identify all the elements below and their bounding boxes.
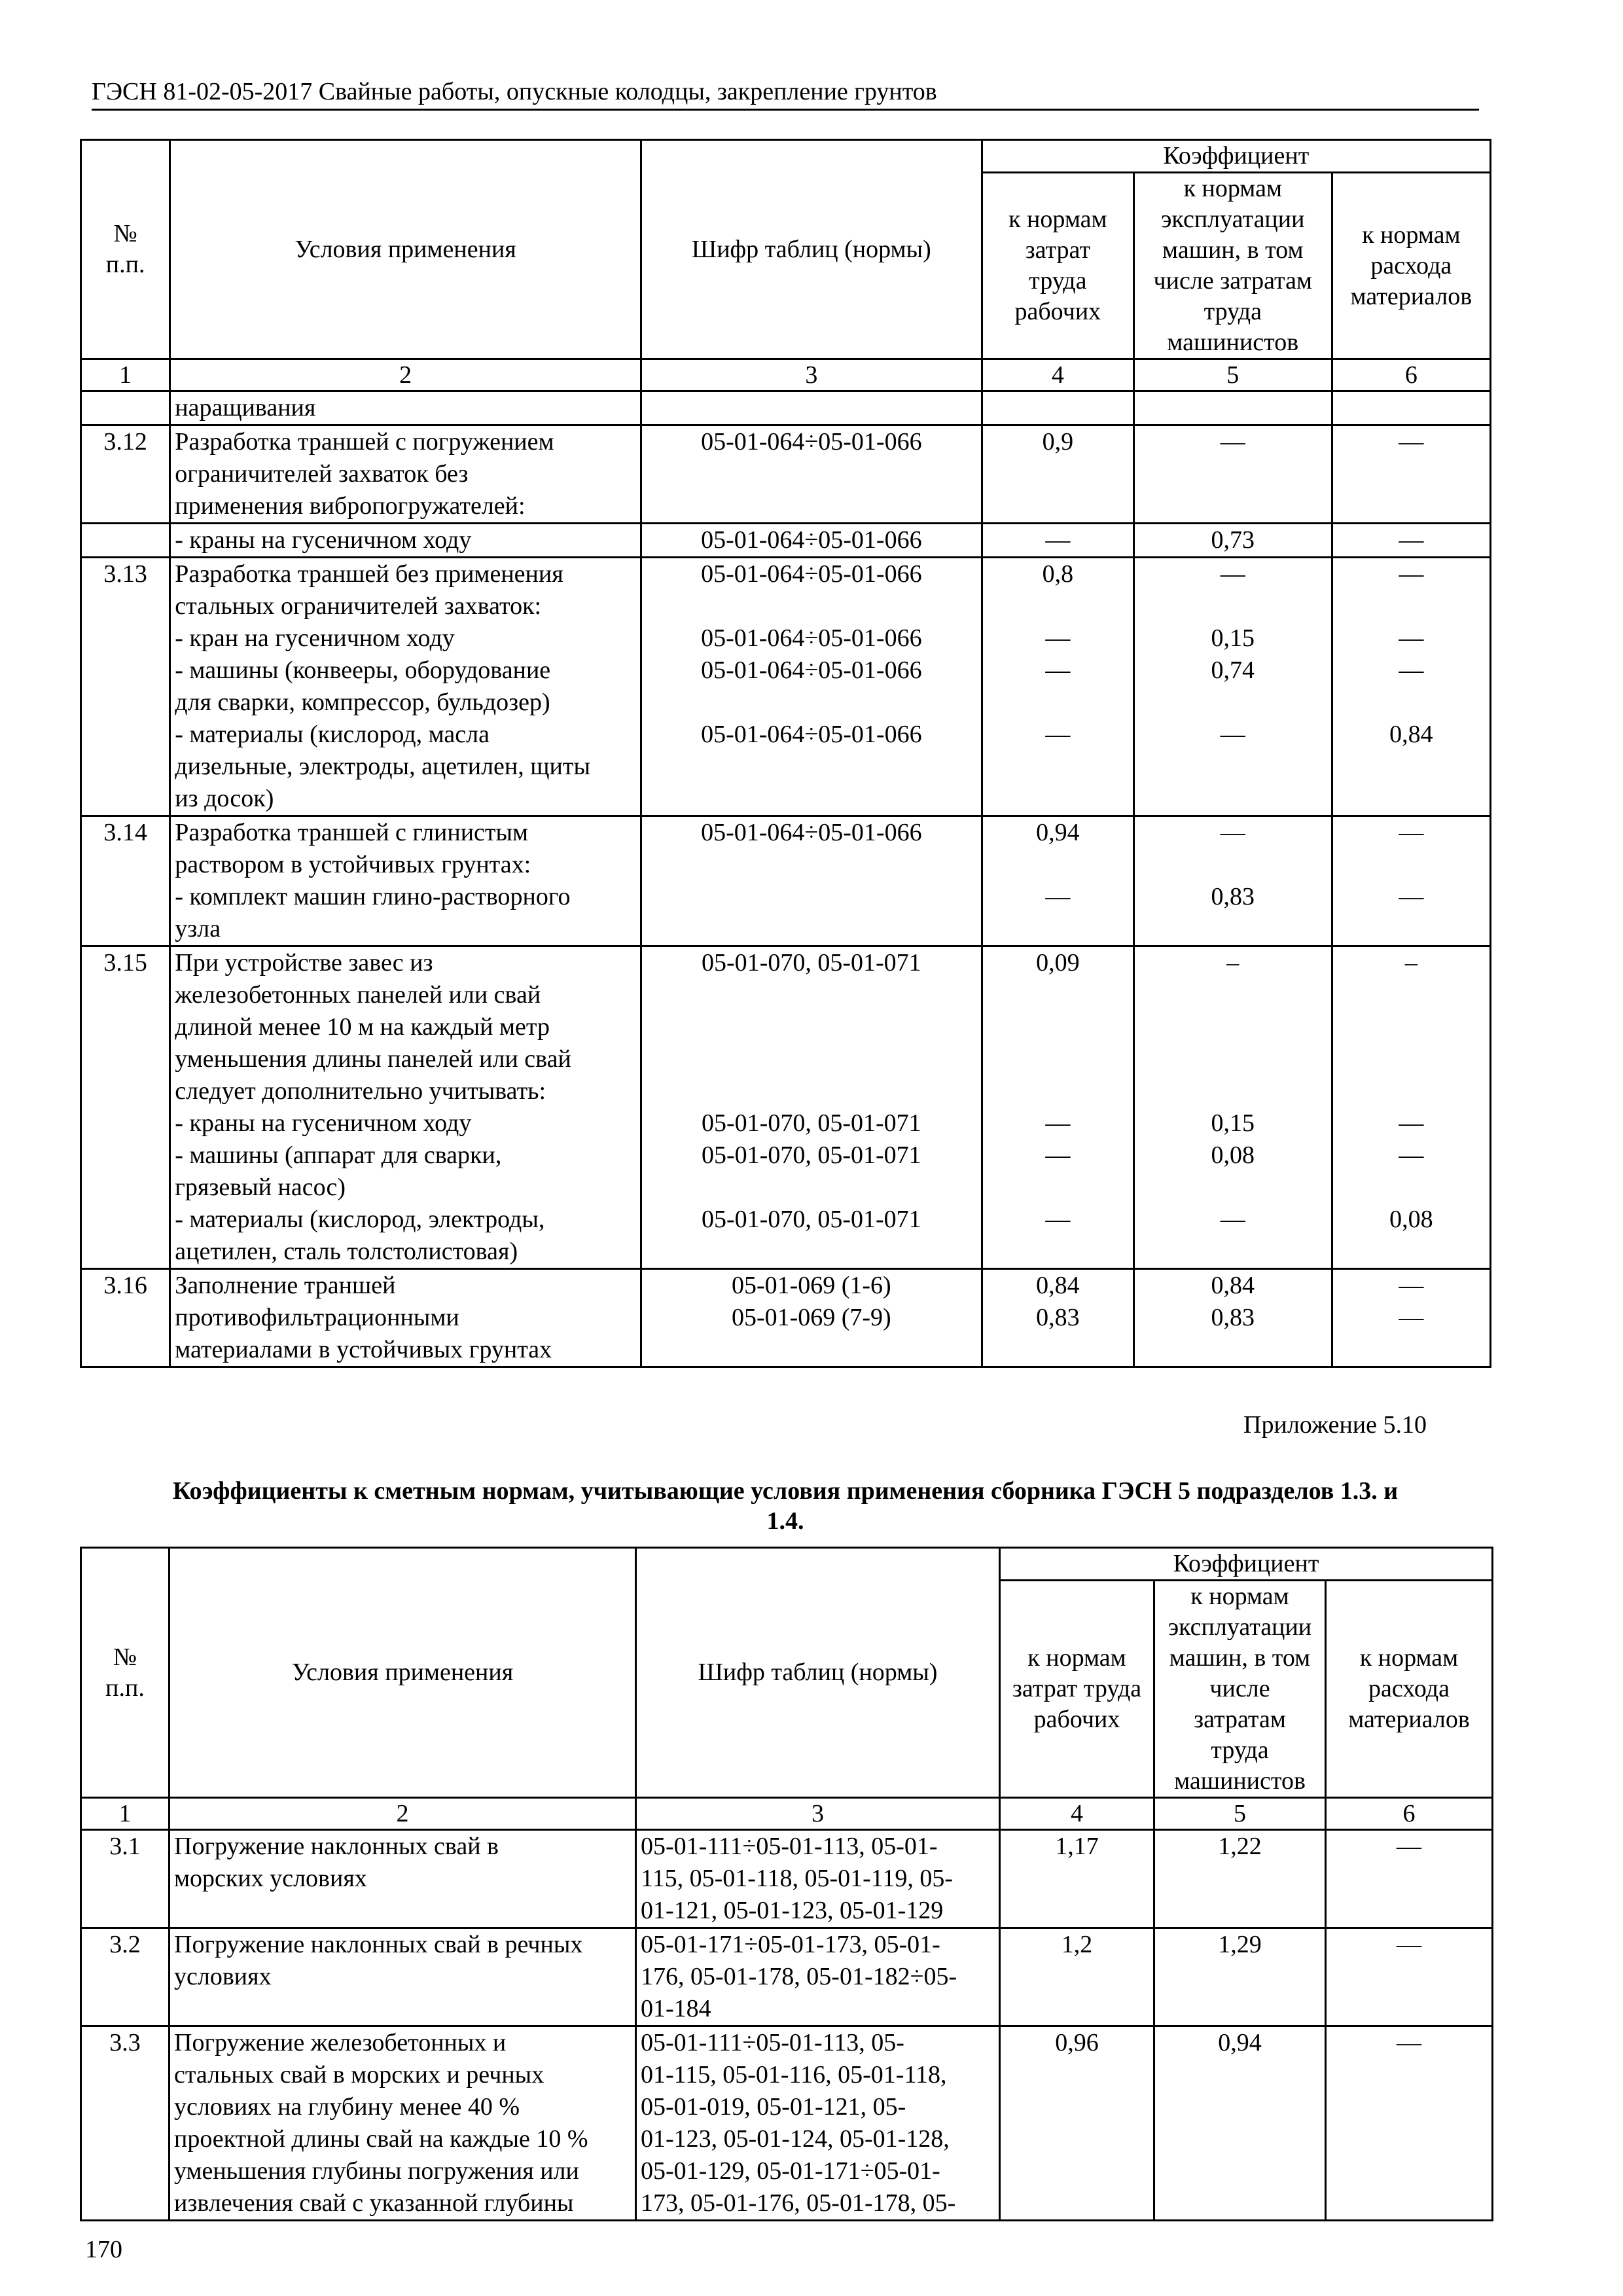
row-labor <box>982 391 1133 425</box>
row-machines: 1,29 <box>1154 1928 1326 2026</box>
row-machines: 0,73 <box>1133 524 1332 558</box>
table-row <box>81 425 1491 524</box>
column-number: 6 <box>1332 359 1490 391</box>
table-row <box>81 1928 1493 2026</box>
column-number: 2 <box>169 1798 636 1830</box>
row-labor: 0,09 — — — <box>982 946 1133 1269</box>
row-labor: 0,8 — — — <box>982 558 1133 816</box>
row-code <box>641 391 982 425</box>
header-machines: к нормам эксплуатации машин, в том числе затратам труда машинистов <box>1154 1581 1326 1798</box>
row-conditions: - краны на гусеничном ходу <box>170 524 641 558</box>
header-materials: к нормам расхода материалов <box>1326 1581 1493 1798</box>
row-conditions: наращивания <box>170 391 641 425</box>
row-machines: — 0,15 0,74 — <box>1133 558 1332 816</box>
row-labor: — <box>982 524 1133 558</box>
appendix-label: Приложение 5.10 <box>1243 1411 1427 1439</box>
row-num: 3.2 <box>81 1928 169 2026</box>
header-conditions: Условия применения <box>169 1548 636 1798</box>
table-row <box>81 816 1491 946</box>
row-num: 3.3 <box>81 2026 169 2221</box>
header-coefficient: Коэффициент <box>1000 1548 1493 1581</box>
table-row <box>81 391 1491 425</box>
row-machines: – 0,15 0,08 — <box>1133 946 1332 1269</box>
row-conditions: Погружение наклонных свай в морских условиях <box>169 1830 636 1928</box>
coefficients-table-1 <box>80 139 1491 1368</box>
row-machines: 1,22 <box>1154 1830 1326 1928</box>
row-labor: 0,96 <box>1000 2026 1154 2221</box>
header-coefficient: Коэффициент <box>982 140 1490 173</box>
row-machines: — 0,83 <box>1133 816 1332 946</box>
row-conditions: Погружение наклонных свай в речных условиях <box>169 1928 636 2026</box>
row-labor: 1,17 <box>1000 1830 1154 1928</box>
row-num <box>81 391 170 425</box>
row-labor: 1,2 <box>1000 1928 1154 2026</box>
row-code: 05-01-111÷05-01-113, 05-01- 115, 05-01-118, 05-01-119, 05- 01-121, 05-01-123, 05-01-129 <box>636 1830 1000 1928</box>
table-row <box>81 1269 1491 1367</box>
column-number: 3 <box>641 359 982 391</box>
row-code: 05-01-064÷05-01-066 <box>641 816 982 946</box>
column-number: 5 <box>1154 1798 1326 1830</box>
row-code: 05-01-070, 05-01-071 05-01-070, 05-01-071 05-01-070, 05-01-071 05-01-070, 05-01-071 <box>641 946 982 1269</box>
row-materials: — — <box>1332 816 1490 946</box>
header-conditions: Условия применения <box>170 140 641 359</box>
row-materials: — <box>1326 1830 1493 1928</box>
row-materials: – — — 0,08 <box>1332 946 1490 1269</box>
row-num: 3.14 <box>81 816 170 946</box>
row-conditions: Погружение железобетонных и стальных свай в морских и речных условиях на глубину менее 40 % проектной длины свай на каждые 10 % уменьшения глубины погружения или извлечения свай с указанной глубины <box>169 2026 636 2221</box>
row-code: 05-01-171÷05-01-173, 05-01- 176, 05-01-178, 05-01-182÷05- 01-184 <box>636 1928 1000 2026</box>
row-num: 3.15 <box>81 946 170 1269</box>
column-number: 4 <box>982 359 1133 391</box>
header-labor: к нормам затрат труда рабочих <box>982 173 1133 359</box>
header-labor: к нормам затрат труда рабочих <box>1000 1581 1154 1798</box>
row-code: 05-01-064÷05-01-066 <box>641 425 982 524</box>
column-number: 3 <box>636 1798 1000 1830</box>
header-num: № п.п. <box>81 1548 169 1798</box>
row-materials: — <box>1326 1928 1493 2026</box>
column-number: 1 <box>81 359 170 391</box>
row-machines <box>1133 391 1332 425</box>
row-labor: 0,84 0,83 <box>982 1269 1133 1367</box>
column-number: 6 <box>1326 1798 1493 1830</box>
running-header: ГЭСН 81-02-05-2017 Свайные работы, опускные колодцы, закрепление грунтов <box>92 78 937 105</box>
column-number: 5 <box>1133 359 1332 391</box>
row-num: 3.13 <box>81 558 170 816</box>
coefficients-table-2 <box>80 1547 1493 2221</box>
row-materials: — <box>1332 524 1490 558</box>
column-number: 2 <box>170 359 641 391</box>
header-rule <box>92 109 1479 111</box>
table-row <box>81 1830 1493 1928</box>
row-num: 3.1 <box>81 1830 169 1928</box>
header-materials: к нормам расхода материалов <box>1332 173 1490 359</box>
table-2-title: Коэффициенты к сметным нормам, учитывающие условия применения сборника ГЭСН 5 подразделов 1.3. и 1.4. <box>172 1477 1399 1535</box>
row-materials <box>1332 391 1490 425</box>
row-machines: 0,94 <box>1154 2026 1326 2221</box>
row-conditions: Разработка траншей с погружением ограничителей захваток без применения вибропогружателей: <box>170 425 641 524</box>
row-machines: — <box>1133 425 1332 524</box>
row-num <box>81 524 170 558</box>
row-labor: 0,9 <box>982 425 1133 524</box>
row-labor: 0,94 — <box>982 816 1133 946</box>
row-code: 05-01-064÷05-01-066 05-01-064÷05-01-066 05-01-064÷05-01-066 05-01-064÷05-01-066 <box>641 558 982 816</box>
row-conditions: Разработка траншей с глинистым раствором в устойчивых грунтах: - комплект машин глино-растворного узла <box>170 816 641 946</box>
row-num: 3.16 <box>81 1269 170 1367</box>
header-machines: к нормам эксплуатации машин, в том числе затратам труда машинистов <box>1133 173 1332 359</box>
row-code: 05-01-111÷05-01-113, 05- 01-115, 05-01-116, 05-01-118, 05-01-019, 05-01-121, 05- 01-123, 05-01-124, 05-01-128, 05-01-129, 05-01-171÷05-01- 173, 05-01-176, 05-01-178, 05- <box>636 2026 1000 2221</box>
table-row <box>81 524 1491 558</box>
header-code: Шифр таблиц (нормы) <box>641 140 982 359</box>
row-materials: — <box>1326 2026 1493 2221</box>
row-num: 3.12 <box>81 425 170 524</box>
page-number: 170 <box>85 2236 122 2263</box>
row-materials: — <box>1332 425 1490 524</box>
row-conditions: Заполнение траншей противофильтрационными материалами в устойчивых грунтах <box>170 1269 641 1367</box>
header-num: № п.п. <box>81 140 170 359</box>
row-code: 05-01-064÷05-01-066 <box>641 524 982 558</box>
column-number: 1 <box>81 1798 169 1830</box>
row-conditions: Разработка траншей без применения стальных ограничителей захваток: - кран на гусеничном ходу - машины (конвееры, оборудование для сварки, компрессор, бульдозер) - материалы (кислород, масла дизельные, электроды, ацетилен, щиты из досок) <box>170 558 641 816</box>
column-number: 4 <box>1000 1798 1154 1830</box>
row-conditions: При устройстве завес из железобетонных панелей или свай длиной менее 10 м на каждый метр уменьшения длины панелей или свай следует дополнительно учитывать: - краны на гусеничном ходу - машины (аппарат для сварки, грязевый насос) - материалы (кислород, электроды, ацетилен, сталь толстолистовая) <box>170 946 641 1269</box>
row-code: 05-01-069 (1-6) 05-01-069 (7-9) <box>641 1269 982 1367</box>
table-row <box>81 946 1491 1269</box>
table-row <box>81 558 1491 816</box>
table-row <box>81 2026 1493 2221</box>
row-materials: — — — 0,84 <box>1332 558 1490 816</box>
header-code: Шифр таблиц (нормы) <box>636 1548 1000 1798</box>
row-materials: — — <box>1332 1269 1490 1367</box>
row-machines: 0,84 0,83 <box>1133 1269 1332 1367</box>
